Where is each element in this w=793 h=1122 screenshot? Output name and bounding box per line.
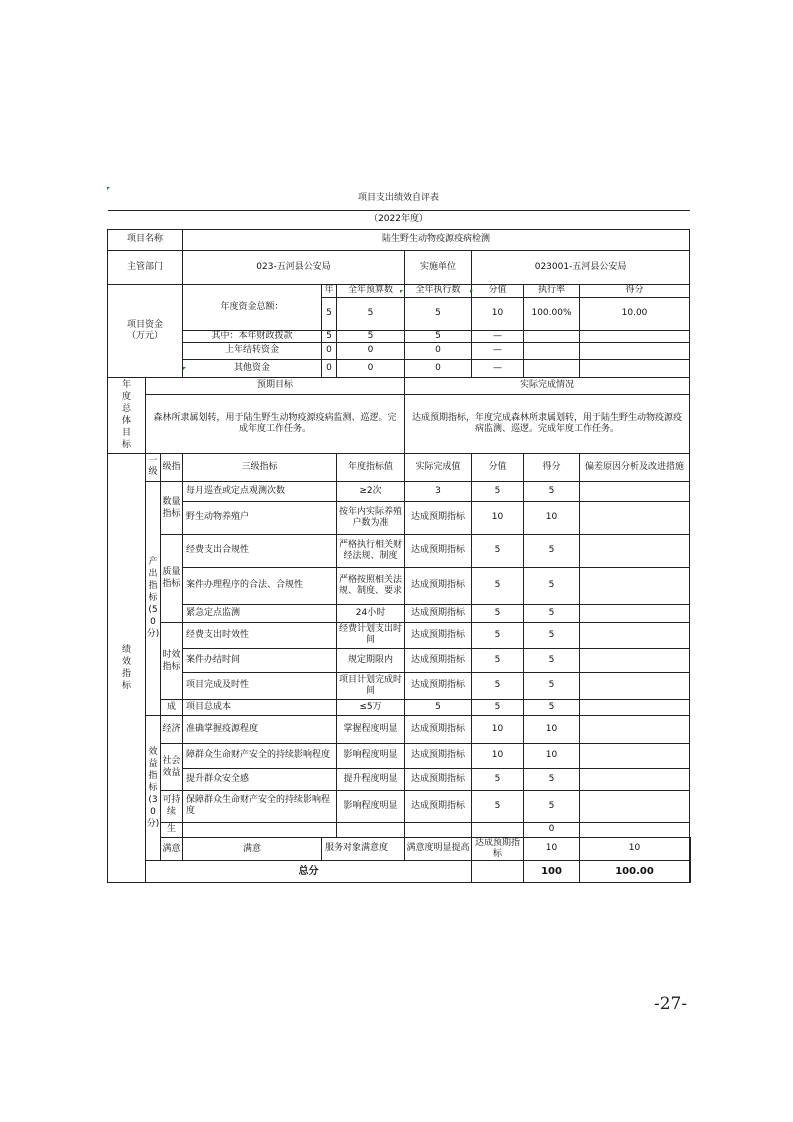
ind-l2-social: 社会效益	[161, 743, 183, 790]
ind-l2-econ: 经济	[161, 715, 183, 743]
goals-label: 年度总体目标	[108, 377, 146, 453]
ind-row-14-name: 服务对象满意度	[322, 837, 405, 860]
ind-row-12-name: 保障群众生命财产安全的持续影响程度	[183, 790, 337, 822]
ind-l2-cost: 成	[161, 699, 183, 715]
ind-row-13-actual	[405, 822, 472, 837]
ind-row-7-target: 项目计划完成时间	[337, 672, 405, 699]
ind-row-8-score: 5	[472, 699, 524, 715]
ind-row-5-got: 5	[524, 622, 580, 648]
funds-header-rate: 执行率	[524, 284, 580, 297]
ind-row-7-got: 5	[524, 672, 580, 699]
ind-row-10-target: 影响程度明显	[337, 743, 405, 768]
ind-row-2-score: 5	[472, 534, 524, 567]
performance-evaluation-sheet	[107, 187, 691, 883]
funds-row-2-got	[580, 342, 690, 359]
ind-row-1-got: 10	[524, 501, 580, 534]
ind-row-4-name: 紧急定点监测	[183, 604, 337, 622]
ind-row-3-target: 严格按照相关法规、制度、要求	[337, 567, 405, 604]
dept-value: 023-五河县公安局	[183, 250, 405, 284]
ind-row-6-actual: 达成预期指标	[405, 648, 472, 672]
ind-row-5-target: 经费计划支出时间	[337, 622, 405, 648]
ind-row-3-got: 5	[524, 567, 580, 604]
ind-row-1-name: 野生动物养殖户	[183, 501, 337, 534]
page-number: -27-	[654, 994, 688, 1014]
ind-row-9-actual: 达成预期指标	[405, 715, 472, 743]
sheet-title: 项目支出绩效自评表	[108, 187, 690, 210]
cell-marker	[400, 290, 403, 293]
ind-row-11-target: 提升程度明显	[337, 768, 405, 790]
ind-row-11-score: 5	[472, 768, 524, 790]
ind-row-9-deviation	[580, 715, 690, 743]
ind-header-score: 分值	[472, 453, 524, 481]
ind-row-11-got: 5	[524, 768, 580, 790]
ind-row-13-name	[183, 822, 337, 837]
dept-label: 主管部门	[108, 250, 183, 284]
ind-row-14-actual: 达成预期指标	[472, 837, 524, 860]
ind-header-l3: 三级指标	[183, 453, 337, 481]
ind-row-1-actual: 达成预期指标	[405, 501, 472, 534]
ind-row-12-got: 5	[524, 790, 580, 822]
ind-row-4-actual: 达成预期指标	[405, 604, 472, 622]
ind-row-10-deviation	[580, 743, 690, 768]
ind-header-l1: 一级	[146, 453, 161, 481]
total-blank	[472, 860, 524, 882]
ind-row-9-target: 掌握程度明显	[337, 715, 405, 743]
ind-l2-sustain: 可持续	[161, 790, 183, 822]
ind-header-actual: 实际完成值	[405, 453, 472, 481]
ind-row-7-deviation	[580, 672, 690, 699]
ind-row-8-name: 项目总成本	[183, 699, 337, 715]
ind-header-target: 年度指标值	[337, 453, 405, 481]
ind-row-0-deviation	[580, 481, 690, 501]
ind-row-3-name: 案件办理程序的合法、合规性	[183, 567, 337, 604]
funds-row-1-a: 5	[322, 330, 337, 342]
ind-header-deviation: 偏差原因分析及改进措施	[580, 453, 690, 481]
ind-header-l2: 级指	[161, 453, 183, 481]
ind-row-5-score: 5	[472, 622, 524, 648]
ind-row-3-score: 5	[472, 567, 524, 604]
ind-row-9-got: 10	[524, 715, 580, 743]
total-label: 总分	[146, 860, 472, 882]
funds-row-1-got	[580, 330, 690, 342]
total-deviation	[690, 860, 691, 882]
ind-row-7-score: 5	[472, 672, 524, 699]
ind-row-13-score	[472, 822, 524, 837]
funds-row-3-name: 其他资金	[183, 359, 322, 377]
ind-row-7-actual: 达成预期指标	[405, 672, 472, 699]
ind-row-5-deviation	[580, 622, 690, 648]
funds-row-3-c: 0	[405, 359, 472, 377]
ind-row-3-deviation	[580, 567, 690, 604]
funds-row-0-name: 年度资金总额：	[183, 284, 322, 330]
funds-row-2-a: 0	[322, 342, 337, 359]
ind-row-0-name: 每月巡查或定点观测次数	[183, 481, 337, 501]
ind-row-11-name: 提升群众安全感	[183, 768, 337, 790]
funds-row-2-rate	[524, 342, 580, 359]
ind-row-2-actual: 达成预期指标	[405, 534, 472, 567]
funds-row-1-name: 其中：本年财政拨款	[183, 330, 322, 342]
funds-row-2-b: 0	[337, 342, 405, 359]
ind-row-6-got: 5	[524, 648, 580, 672]
funds-row-2-score: —	[472, 342, 524, 359]
ind-l2-satisfy: 满意	[183, 837, 322, 860]
funds-row-0-rate: 100.00%	[524, 297, 580, 330]
funds-header-budget: 全年预算数	[337, 284, 405, 297]
ind-row-13-got: 0	[524, 822, 580, 837]
funds-row-1-b: 5	[337, 330, 405, 342]
evaluation-table	[107, 187, 691, 883]
goals-actual-text: 达成预期指标，年度完成森林所隶属划转，用于陆生野生动物疫源疫病监测、巡逻。完成年度工作任务。	[405, 394, 690, 453]
ind-row-0-target: ≥2次	[337, 481, 405, 501]
funds-header-year: 年	[322, 284, 337, 297]
ind-row-10-actual: 达成预期指标	[405, 743, 472, 768]
funds-row-0-score: 10	[472, 297, 524, 330]
indicators-label: 绩效指标	[108, 453, 146, 882]
ind-row-6-score: 5	[472, 648, 524, 672]
ind-row-6-target: 规定期限内	[337, 648, 405, 672]
project-name-value: 陆生野生动物疫源疫病检测	[183, 229, 690, 250]
ind-row-8-target: ≤5万	[337, 699, 405, 715]
goals-actual-header: 实际完成情况	[405, 377, 690, 394]
ind-row-14-got: 10	[580, 837, 690, 860]
ind-row-1-deviation	[580, 501, 690, 534]
ind-row-0-score: 5	[472, 481, 524, 501]
funds-row-3-rate	[524, 359, 580, 377]
ind-row-2-target: 严格执行相关财经法规、制度	[337, 534, 405, 567]
ind-row-10-score: 10	[472, 743, 524, 768]
ind-row-13-deviation	[580, 822, 690, 837]
sheet-year: （2022年度）	[108, 210, 690, 229]
ind-row-13-target	[337, 822, 405, 837]
ind-l2-eco: 生	[161, 822, 183, 837]
ind-header-got: 得分	[524, 453, 580, 481]
ind-row-2-deviation	[580, 534, 690, 567]
ind-row-5-actual: 达成预期指标	[405, 622, 472, 648]
funds-row-2-c: 0	[405, 342, 472, 359]
goals-expected-header: 预期目标	[146, 377, 405, 394]
ind-l1-output: 产出指标(50分)	[146, 481, 161, 715]
funds-row-2-name: 上年结转资金	[183, 342, 322, 359]
funds-row-0-got: 10.00	[580, 297, 690, 330]
ind-row-12-actual: 达成预期指标	[405, 790, 472, 822]
funds-row-3-a: 0	[322, 359, 337, 377]
ind-row-7-name: 项目完成及时性	[183, 672, 337, 699]
ind-row-0-actual: 3	[405, 481, 472, 501]
funds-row-0-a: 5	[322, 297, 337, 330]
funds-row-3-score: —	[472, 359, 524, 377]
ind-row-6-name: 案件办结时间	[183, 648, 337, 672]
ind-row-4-target: 24小时	[337, 604, 405, 622]
ind-row-9-score: 10	[472, 715, 524, 743]
ind-row-2-name: 经费支出合规性	[183, 534, 337, 567]
ind-row-1-target: 按年内实际养殖户数为准	[337, 501, 405, 534]
ind-row-8-got: 5	[524, 699, 580, 715]
ind-row-14-target: 满意度明显提高	[405, 837, 472, 860]
ind-row-12-deviation	[580, 790, 690, 822]
ind-row-11-deviation	[580, 768, 690, 790]
ind-row-0-got: 5	[524, 481, 580, 501]
funds-header-got: 得分	[580, 284, 690, 297]
total-score: 100	[524, 860, 580, 882]
ind-row-10-name: 障群众生命财产安全的持续影响程度	[183, 743, 337, 768]
total-got: 100.00	[580, 860, 690, 882]
ind-row-12-target: 影响程度明显	[337, 790, 405, 822]
ind-l2-time: 时效指标	[161, 622, 183, 699]
ind-row-4-score: 5	[472, 604, 524, 622]
funds-label: 项目资金（万元）	[108, 284, 183, 377]
ind-row-14-score: 10	[524, 837, 580, 860]
ind-row-4-deviation	[580, 604, 690, 622]
funds-row-1-score: —	[472, 330, 524, 342]
ind-l2-quality: 质量指标	[161, 534, 183, 622]
unit-value: 023001-五河县公安局	[472, 250, 690, 284]
ind-row-6-deviation	[580, 648, 690, 672]
funds-row-0-b: 5	[337, 297, 405, 330]
ind-row-1-score: 10	[472, 501, 524, 534]
funds-row-0-c: 5	[405, 297, 472, 330]
funds-header-executed: 全年执行数	[405, 284, 472, 297]
funds-row-3-got	[580, 359, 690, 377]
cell-marker	[107, 187, 110, 190]
funds-row-1-rate	[524, 330, 580, 342]
ind-row-12-score: 5	[472, 790, 524, 822]
cell-marker	[470, 290, 473, 293]
funds-row-1-c: 5	[405, 330, 472, 342]
ind-row-2-got: 5	[524, 534, 580, 567]
ind-l2-quantity: 数量指标	[161, 481, 183, 534]
cell-marker	[183, 367, 186, 370]
unit-label: 实施单位	[405, 250, 472, 284]
ind-row-8-actual: 5	[405, 699, 472, 715]
ind-row-10-got: 10	[524, 743, 580, 768]
funds-row-3-b: 0	[337, 359, 405, 377]
goals-expected-text: 森林所隶属划转，用于陆生野生动物疫源疫病监测、巡逻。完成年度工作任务。	[146, 394, 405, 453]
ind-row-3-actual: 达成预期指标	[405, 567, 472, 604]
funds-header-score: 分值	[472, 284, 524, 297]
ind-l1-effect: 效益指标(30分)	[146, 715, 161, 860]
ind-l1-satisfy: 满意	[161, 837, 183, 860]
ind-row-9-name: 准确掌握疫源程度	[183, 715, 337, 743]
ind-row-5-name: 经费支出时效性	[183, 622, 337, 648]
ind-row-8-deviation	[580, 699, 690, 715]
ind-row-4-got: 5	[524, 604, 580, 622]
project-name-label: 项目名称	[108, 229, 183, 250]
ind-row-14-deviation	[690, 837, 691, 860]
ind-row-11-actual: 达成预期指标	[405, 768, 472, 790]
